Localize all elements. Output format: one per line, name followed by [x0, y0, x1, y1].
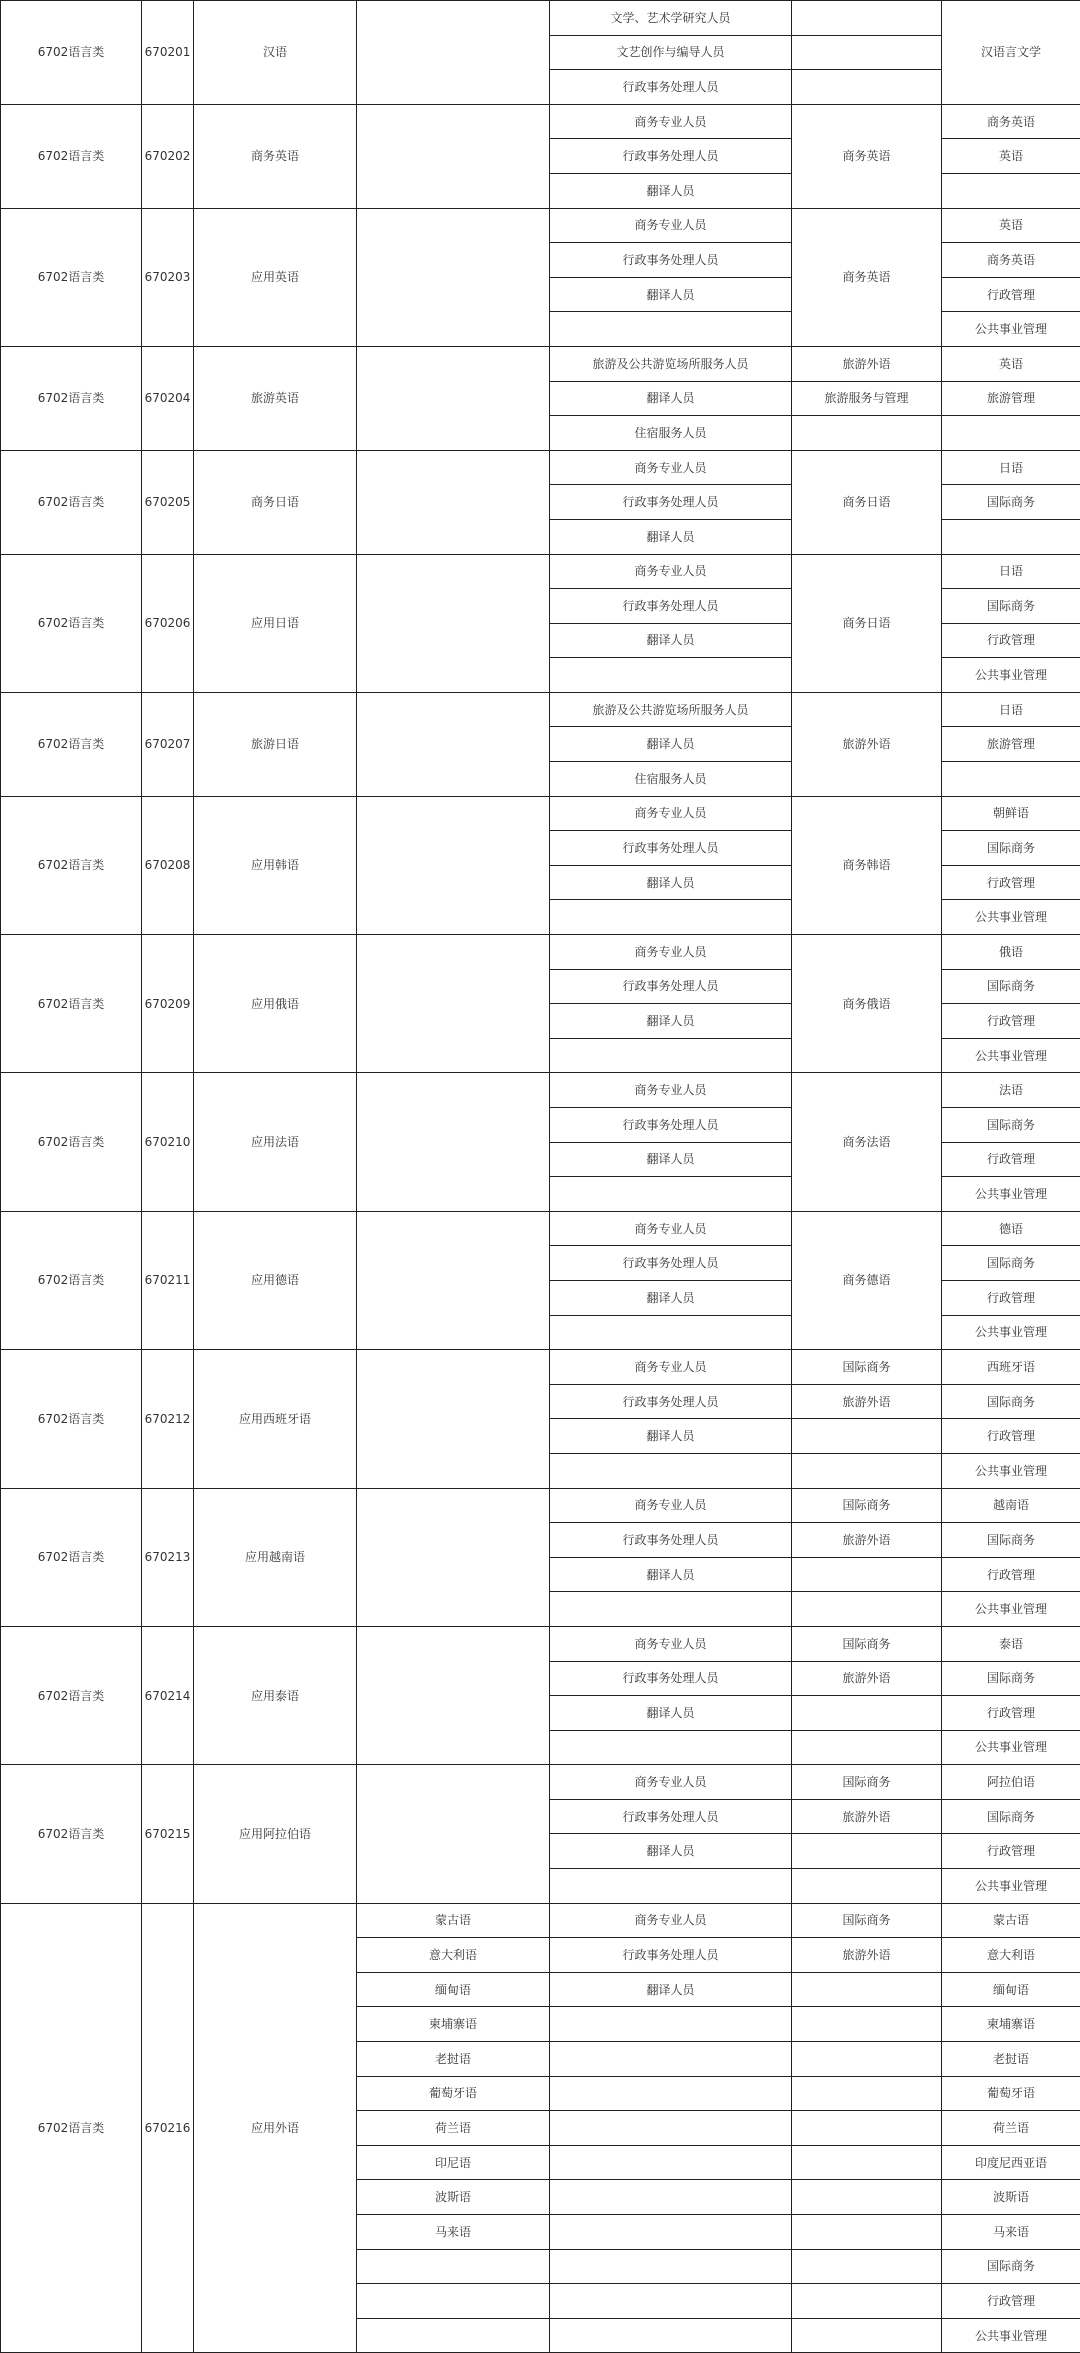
direction-cell: [357, 104, 550, 208]
occupation-cell: 行政事务处理人员: [550, 969, 792, 1004]
occupation-cell: 翻译人员: [550, 623, 792, 658]
occupation-cell: [550, 1315, 792, 1350]
bachelor-cell: 旅游管理: [942, 727, 1080, 762]
occupation-cell: 行政事务处理人员: [550, 139, 792, 174]
bachelor-cell: 西班牙语: [942, 1350, 1080, 1385]
bachelor-cell: 公共事业管理: [942, 1730, 1080, 1765]
occupation-cell: 翻译人员: [550, 1696, 792, 1731]
higher-vocational-cell: [792, 35, 942, 70]
higher-vocational-cell: [792, 1730, 942, 1765]
major-name-cell: 旅游日语: [194, 692, 357, 796]
occupation-cell: 翻译人员: [550, 1557, 792, 1592]
occupation-cell: 行政事务处理人员: [550, 70, 792, 105]
major-code-cell: 670207: [142, 692, 194, 796]
direction-cell: 老挝语: [357, 2042, 550, 2077]
higher-vocational-cell: 国际商务: [792, 1765, 942, 1800]
category-cell: 6702语言类: [1, 346, 142, 450]
bachelor-cell: 国际商务: [942, 1661, 1080, 1696]
bachelor-cell: 公共事业管理: [942, 1453, 1080, 1488]
direction-cell: [357, 450, 550, 554]
bachelor-cell: 德语: [942, 1211, 1080, 1246]
occupation-cell: 商务专业人员: [550, 796, 792, 831]
bachelor-cell: 法语: [942, 1073, 1080, 1108]
occupation-cell: 翻译人员: [550, 173, 792, 208]
table-row: [1, 554, 1080, 589]
higher-vocational-cell: 商务英语: [792, 104, 942, 208]
occupation-cell: 翻译人员: [550, 519, 792, 554]
bachelor-cell: 商务英语: [942, 243, 1080, 278]
higher-vocational-cell: [792, 1696, 942, 1731]
occupation-cell: 行政事务处理人员: [550, 1523, 792, 1558]
major-code-cell: 670206: [142, 554, 194, 692]
table-row: [1, 346, 1080, 381]
occupation-cell: 商务专业人员: [550, 1903, 792, 1938]
bachelor-cell: 公共事业管理: [942, 2318, 1080, 2353]
occupation-cell: 翻译人员: [550, 1972, 792, 2007]
bachelor-cell: 英语: [942, 139, 1080, 174]
higher-vocational-cell: [792, 2180, 942, 2215]
higher-vocational-cell: 旅游外语: [792, 1661, 942, 1696]
occupation-cell: 商务专业人员: [550, 554, 792, 589]
table-row: [1, 1, 1080, 36]
occupation-cell: [550, 2007, 792, 2042]
bachelor-cell: 柬埔寨语: [942, 2007, 1080, 2042]
occupation-cell: 商务专业人员: [550, 104, 792, 139]
direction-cell: [357, 796, 550, 934]
occupation-cell: 翻译人员: [550, 865, 792, 900]
category-cell: 6702语言类: [1, 1, 142, 105]
bachelor-cell: 国际商务: [942, 589, 1080, 624]
category-cell: 6702语言类: [1, 104, 142, 208]
direction-cell: [357, 1211, 550, 1349]
higher-vocational-cell: 国际商务: [792, 1488, 942, 1523]
bachelor-cell: 日语: [942, 450, 1080, 485]
higher-vocational-cell: 旅游外语: [792, 1384, 942, 1419]
higher-vocational-cell: 旅游外语: [792, 1799, 942, 1834]
higher-vocational-cell: [792, 1419, 942, 1454]
major-code-cell: 670208: [142, 796, 194, 934]
occupation-cell: 翻译人员: [550, 1004, 792, 1039]
bachelor-cell: 印度尼西亚语: [942, 2145, 1080, 2180]
occupation-cell: [550, 1453, 792, 1488]
bachelor-cell: 旅游管理: [942, 381, 1080, 416]
bachelor-cell: 行政管理: [942, 1280, 1080, 1315]
higher-vocational-cell: 旅游外语: [792, 692, 942, 796]
occupation-cell: 商务专业人员: [550, 935, 792, 970]
direction-cell: [357, 1765, 550, 1903]
occupation-cell: 行政事务处理人员: [550, 243, 792, 278]
bachelor-cell: 泰语: [942, 1626, 1080, 1661]
occupation-cell: 商务专业人员: [550, 1073, 792, 1108]
major-name-cell: 应用日语: [194, 554, 357, 692]
direction-cell: [357, 2318, 550, 2353]
occupation-cell: 行政事务处理人员: [550, 1384, 792, 1419]
major-code-cell: 670203: [142, 208, 194, 346]
direction-cell: [357, 1, 550, 105]
occupation-cell: [550, 2318, 792, 2353]
occupation-cell: [550, 2145, 792, 2180]
higher-vocational-cell: 国际商务: [792, 1626, 942, 1661]
bachelor-cell: 缅甸语: [942, 1972, 1080, 2007]
major-name-cell: 应用阿拉伯语: [194, 1765, 357, 1903]
occupation-cell: [550, 1177, 792, 1212]
bachelor-cell: [942, 416, 1080, 451]
occupation-cell: 住宿服务人员: [550, 762, 792, 797]
higher-vocational-cell: [792, 1453, 942, 1488]
table-row: [1, 1765, 1080, 1800]
bachelor-cell: 公共事业管理: [942, 1869, 1080, 1904]
higher-vocational-cell: [792, 416, 942, 451]
bachelor-cell: 公共事业管理: [942, 1038, 1080, 1073]
higher-vocational-cell: [792, 1869, 942, 1904]
higher-vocational-cell: 商务德语: [792, 1211, 942, 1349]
occupation-cell: 行政事务处理人员: [550, 831, 792, 866]
higher-vocational-cell: 商务法语: [792, 1073, 942, 1211]
major-code-cell: 670211: [142, 1211, 194, 1349]
bachelor-cell: 国际商务: [942, 969, 1080, 1004]
direction-cell: [357, 935, 550, 1073]
occupation-cell: 商务专业人员: [550, 1350, 792, 1385]
bachelor-cell: 马来语: [942, 2215, 1080, 2250]
higher-vocational-cell: [792, 2007, 942, 2042]
higher-vocational-cell: 商务俄语: [792, 935, 942, 1073]
bachelor-cell: 日语: [942, 692, 1080, 727]
occupation-cell: 行政事务处理人员: [550, 1661, 792, 1696]
higher-vocational-cell: 旅游外语: [792, 1938, 942, 1973]
direction-cell: 印尼语: [357, 2145, 550, 2180]
category-cell: 6702语言类: [1, 1903, 142, 2353]
occupation-cell: 行政事务处理人员: [550, 485, 792, 520]
category-cell: 6702语言类: [1, 1350, 142, 1488]
occupation-cell: 文艺创作与编导人员: [550, 35, 792, 70]
bachelor-cell: 行政管理: [942, 2284, 1080, 2319]
occupation-cell: [550, 2180, 792, 2215]
higher-vocational-cell: [792, 1592, 942, 1627]
higher-vocational-cell: [792, 2145, 942, 2180]
bachelor-cell: 行政管理: [942, 623, 1080, 658]
table-body: [1, 1, 1080, 2353]
direction-cell: [357, 208, 550, 346]
occupation-cell: [550, 900, 792, 935]
higher-vocational-cell: [792, 2318, 942, 2353]
higher-vocational-cell: 国际商务: [792, 1903, 942, 1938]
higher-vocational-cell: 旅游服务与管理: [792, 381, 942, 416]
table-row: [1, 1626, 1080, 1661]
bachelor-cell: 商务英语: [942, 104, 1080, 139]
bachelor-cell: 蒙古语: [942, 1903, 1080, 1938]
direction-cell: 蒙古语: [357, 1903, 550, 1938]
occupation-cell: [550, 1038, 792, 1073]
occupation-cell: [550, 658, 792, 693]
major-code-cell: 670209: [142, 935, 194, 1073]
table-row: [1, 104, 1080, 139]
major-name-cell: 应用泰语: [194, 1626, 357, 1764]
higher-vocational-cell: 国际商务: [792, 1350, 942, 1385]
occupation-cell: [550, 1869, 792, 1904]
higher-vocational-cell: [792, 2284, 942, 2319]
major-name-cell: 应用俄语: [194, 935, 357, 1073]
bachelor-cell: 行政管理: [942, 1834, 1080, 1869]
occupation-cell: 翻译人员: [550, 1419, 792, 1454]
occupation-cell: [550, 2249, 792, 2284]
category-cell: 6702语言类: [1, 692, 142, 796]
bachelor-cell: 国际商务: [942, 2249, 1080, 2284]
occupation-cell: 旅游及公共游览场所服务人员: [550, 346, 792, 381]
bachelor-cell: 俄语: [942, 935, 1080, 970]
occupation-cell: 行政事务处理人员: [550, 589, 792, 624]
major-code-cell: 670210: [142, 1073, 194, 1211]
table-row: [1, 450, 1080, 485]
major-code-cell: 670201: [142, 1, 194, 105]
occupation-cell: 翻译人员: [550, 1834, 792, 1869]
bachelor-cell: 行政管理: [942, 1004, 1080, 1039]
occupation-cell: 商务专业人员: [550, 208, 792, 243]
bachelor-cell: 英语: [942, 346, 1080, 381]
direction-cell: [357, 554, 550, 692]
category-cell: 6702语言类: [1, 935, 142, 1073]
bachelor-cell: [942, 762, 1080, 797]
bachelor-cell: 公共事业管理: [942, 312, 1080, 347]
occupation-cell: 旅游及公共游览场所服务人员: [550, 692, 792, 727]
category-cell: 6702语言类: [1, 1626, 142, 1764]
occupation-cell: 商务专业人员: [550, 1488, 792, 1523]
bachelor-cell: 越南语: [942, 1488, 1080, 1523]
higher-vocational-cell: [792, 2111, 942, 2146]
occupation-cell: 翻译人员: [550, 381, 792, 416]
major-name-cell: 应用英语: [194, 208, 357, 346]
occupation-cell: 行政事务处理人员: [550, 1938, 792, 1973]
major-name-cell: 应用法语: [194, 1073, 357, 1211]
bachelor-cell: 国际商务: [942, 1108, 1080, 1143]
bachelor-cell: 公共事业管理: [942, 900, 1080, 935]
table-row: [1, 796, 1080, 831]
higher-vocational-cell: 商务日语: [792, 554, 942, 692]
higher-vocational-cell: [792, 1, 942, 36]
major-name-cell: 应用越南语: [194, 1488, 357, 1626]
bachelor-cell: 国际商务: [942, 831, 1080, 866]
direction-cell: 波斯语: [357, 2180, 550, 2215]
category-cell: 6702语言类: [1, 1211, 142, 1349]
major-code-cell: 670216: [142, 1903, 194, 2353]
occupation-cell: 翻译人员: [550, 277, 792, 312]
category-cell: 6702语言类: [1, 1488, 142, 1626]
occupation-cell: 商务专业人员: [550, 450, 792, 485]
major-name-cell: 商务日语: [194, 450, 357, 554]
major-code-cell: 670204: [142, 346, 194, 450]
category-cell: 6702语言类: [1, 1073, 142, 1211]
occupation-cell: 商务专业人员: [550, 1765, 792, 1800]
table-row: [1, 1488, 1080, 1523]
bachelor-cell: 荷兰语: [942, 2111, 1080, 2146]
direction-cell: 意大利语: [357, 1938, 550, 1973]
higher-vocational-cell: [792, 1972, 942, 2007]
bachelor-cell: 国际商务: [942, 1384, 1080, 1419]
table-row: [1, 1903, 1080, 1938]
bachelor-cell: 行政管理: [942, 1142, 1080, 1177]
occupation-cell: [550, 1730, 792, 1765]
higher-vocational-cell: [792, 2076, 942, 2111]
occupation-cell: 翻译人员: [550, 1280, 792, 1315]
occupation-cell: [550, 2284, 792, 2319]
bachelor-cell: [942, 519, 1080, 554]
direction-cell: 柬埔寨语: [357, 2007, 550, 2042]
major-code-cell: 670202: [142, 104, 194, 208]
occupation-cell: 住宿服务人员: [550, 416, 792, 451]
bachelor-cell: 行政管理: [942, 1419, 1080, 1454]
bachelor-cell: 朝鲜语: [942, 796, 1080, 831]
category-cell: 6702语言类: [1, 554, 142, 692]
table-row: [1, 1073, 1080, 1108]
occupation-cell: 文学、艺术学研究人员: [550, 1, 792, 36]
major-name-cell: 应用外语: [194, 1903, 357, 2353]
major-name-cell: 应用西班牙语: [194, 1350, 357, 1488]
occupation-cell: [550, 2111, 792, 2146]
direction-cell: 缅甸语: [357, 1972, 550, 2007]
major-code-cell: 670214: [142, 1626, 194, 1764]
direction-cell: [357, 2284, 550, 2319]
direction-cell: 葡萄牙语: [357, 2076, 550, 2111]
bachelor-cell: 英语: [942, 208, 1080, 243]
bachelor-cell: 公共事业管理: [942, 658, 1080, 693]
higher-vocational-cell: 旅游外语: [792, 1523, 942, 1558]
direction-cell: 马来语: [357, 2215, 550, 2250]
occupation-cell: [550, 2076, 792, 2111]
direction-cell: [357, 1073, 550, 1211]
bachelor-cell: 阿拉伯语: [942, 1765, 1080, 1800]
bachelor-cell: 老挝语: [942, 2042, 1080, 2077]
category-cell: 6702语言类: [1, 208, 142, 346]
bachelor-cell: 公共事业管理: [942, 1177, 1080, 1212]
table-row: [1, 692, 1080, 727]
occupation-cell: 行政事务处理人员: [550, 1799, 792, 1834]
major-code-cell: 670205: [142, 450, 194, 554]
occupation-cell: 商务专业人员: [550, 1211, 792, 1246]
major-name-cell: 应用韩语: [194, 796, 357, 934]
occupation-cell: 翻译人员: [550, 727, 792, 762]
table-row: [1, 935, 1080, 970]
occupation-cell: [550, 2042, 792, 2077]
bachelor-cell: 行政管理: [942, 277, 1080, 312]
bachelor-cell: 行政管理: [942, 865, 1080, 900]
bachelor-cell: 波斯语: [942, 2180, 1080, 2215]
higher-vocational-cell: [792, 2215, 942, 2250]
higher-vocational-cell: 商务韩语: [792, 796, 942, 934]
bachelor-cell: 汉语言文学: [942, 1, 1080, 105]
table-row: [1, 208, 1080, 243]
higher-vocational-cell: [792, 70, 942, 105]
direction-cell: [357, 1626, 550, 1764]
direction-cell: [357, 1350, 550, 1488]
occupation-cell: [550, 312, 792, 347]
table-row: [1, 1350, 1080, 1385]
bachelor-cell: 国际商务: [942, 1523, 1080, 1558]
bachelor-cell: [942, 173, 1080, 208]
occupation-cell: 翻译人员: [550, 1142, 792, 1177]
bachelor-cell: 行政管理: [942, 1696, 1080, 1731]
occupation-cell: 行政事务处理人员: [550, 1108, 792, 1143]
bachelor-cell: 国际商务: [942, 1799, 1080, 1834]
higher-vocational-cell: 商务日语: [792, 450, 942, 554]
major-name-cell: 汉语: [194, 1, 357, 105]
higher-vocational-cell: [792, 2249, 942, 2284]
bachelor-cell: 意大利语: [942, 1938, 1080, 1973]
higher-vocational-cell: [792, 1834, 942, 1869]
major-name-cell: 应用德语: [194, 1211, 357, 1349]
occupation-cell: 行政事务处理人员: [550, 1246, 792, 1281]
category-cell: 6702语言类: [1, 796, 142, 934]
occupation-cell: [550, 1592, 792, 1627]
bachelor-cell: 日语: [942, 554, 1080, 589]
bachelor-cell: 国际商务: [942, 1246, 1080, 1281]
higher-vocational-cell: [792, 1557, 942, 1592]
bachelor-cell: 行政管理: [942, 1557, 1080, 1592]
table-row: [1, 1211, 1080, 1246]
occupation-cell: 商务专业人员: [550, 1626, 792, 1661]
major-name-cell: 商务英语: [194, 104, 357, 208]
direction-cell: [357, 2249, 550, 2284]
direction-cell: [357, 346, 550, 450]
direction-cell: [357, 1488, 550, 1626]
occupation-cell: [550, 2215, 792, 2250]
category-cell: 6702语言类: [1, 1765, 142, 1903]
direction-cell: 荷兰语: [357, 2111, 550, 2146]
major-code-cell: 670215: [142, 1765, 194, 1903]
major-code-cell: 670213: [142, 1488, 194, 1626]
direction-cell: [357, 692, 550, 796]
bachelor-cell: 葡萄牙语: [942, 2076, 1080, 2111]
bachelor-cell: 国际商务: [942, 485, 1080, 520]
major-code-cell: 670212: [142, 1350, 194, 1488]
higher-vocational-cell: [792, 2042, 942, 2077]
higher-vocational-cell: 旅游外语: [792, 346, 942, 381]
major-name-cell: 旅游英语: [194, 346, 357, 450]
category-cell: 6702语言类: [1, 450, 142, 554]
higher-vocational-cell: 商务英语: [792, 208, 942, 346]
bachelor-cell: 公共事业管理: [942, 1592, 1080, 1627]
bachelor-cell: 公共事业管理: [942, 1315, 1080, 1350]
